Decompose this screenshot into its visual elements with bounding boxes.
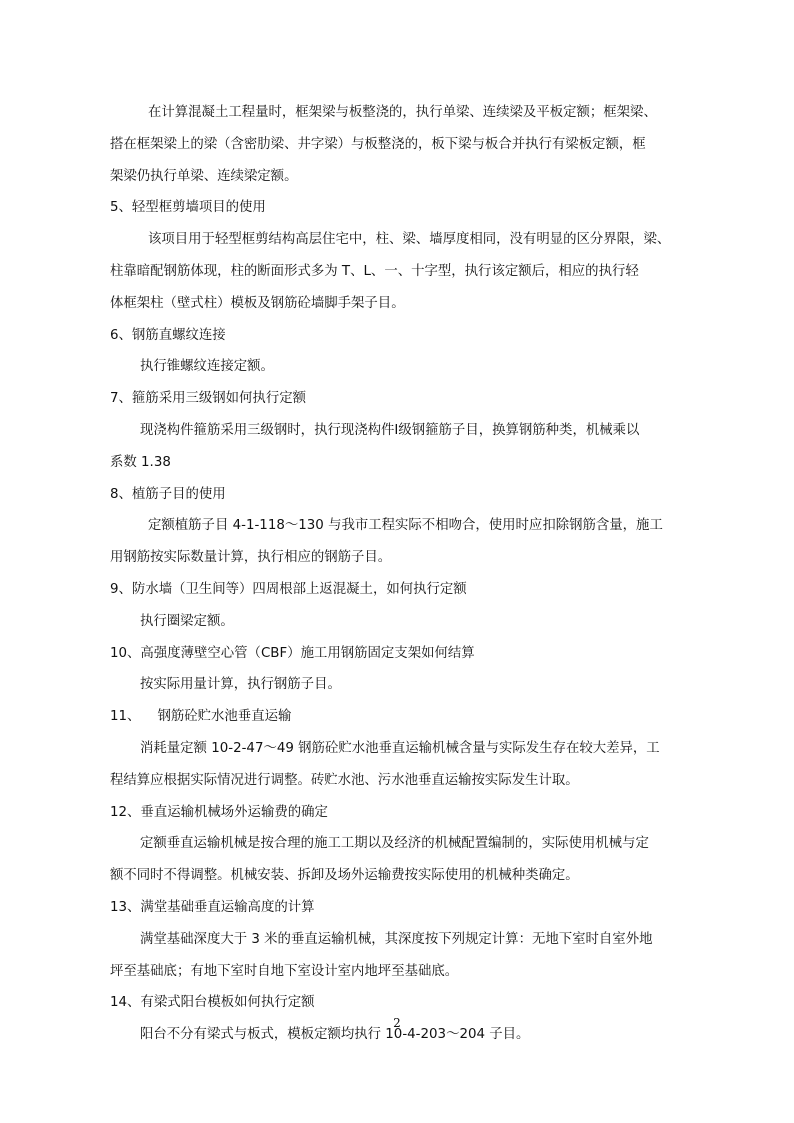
section-heading: 6、钢筋直螺纹连接	[110, 327, 226, 343]
paragraph-line: 体框架柱（壁式柱）模板及钢筋砼墙脚手架子目。	[110, 295, 405, 311]
paragraph-line: 消耗量定额 10-2-47～49 钢筋砼贮水池垂直运输机械含量与实际发生存在较大差异，工	[140, 740, 660, 756]
section-heading: 12、垂直运输机械场外运输费的确定	[110, 804, 328, 820]
paragraph-line: 现浇构件箍筋采用三级钢时，执行现浇构件Ⅰ级钢箍筋子目，换算钢筋种类，机械乘以	[140, 422, 640, 438]
paragraph-line: 定额植筋子目 4-1-118～130 与我市工程实际不相吻合，使用时应扣除钢筋含量，施工	[148, 518, 663, 534]
paragraph-line: 在计算混凝土工程量时，框架梁与板整浇的，执行单梁、连续梁及平板定额；框架梁、	[148, 105, 657, 120]
paragraph-line: 执行锥螺纹连接定额。	[140, 359, 274, 375]
paragraph-line: 按实际用量计算，执行钢筋子目。	[140, 677, 341, 693]
paragraph-line: 用钢筋按实际数量计算，执行相应的钢筋子目。	[110, 550, 392, 566]
paragraph-line: 满堂基础深度大于 3 米的垂直运输机械，其深度按下列规定计算：无地下室时自室外地	[140, 931, 653, 947]
paragraph-line: 柱靠暗配钢筋体现，柱的断面形式多为 T、L、一、十字型，执行该定额后，相应的执行轻	[110, 263, 639, 279]
section-heading: 11、 钢筋砼贮水池垂直运输	[110, 709, 292, 725]
page-number: 2	[393, 1016, 401, 1030]
paragraph-line: 阳台不分有梁式与板式，模板定额均执行 10-4-203～204 子目。	[140, 1027, 530, 1043]
paragraph-line: 程结算应根据实际情况进行调整。砖贮水池、污水池垂直运输按实际发生计取。	[110, 772, 579, 788]
section-heading: 10、高强度薄壁空心管（CBF）施工用钢筋固定支架如何结算	[110, 645, 475, 661]
paragraph-line: 定额垂直运输机械是按合理的施工工期以及经济的机械配置编制的，实际使用机械与定	[140, 836, 649, 852]
paragraph-line: 额不同时不得调整。机械安装、拆卸及场外运输费按实际使用的机械种类确定。	[110, 868, 579, 884]
paragraph-line: 搭在框架梁上的梁（含密肋梁、井字梁）与板整浇的，板下梁与板合并执行有梁板定额，框	[110, 136, 646, 152]
section-heading: 9、防水墙（卫生间等）四周根部上返混凝土，如何执行定额	[110, 581, 467, 597]
section-heading: 7、箍筋采用三级钢如何执行定额	[110, 391, 306, 407]
section-heading: 13、满堂基础垂直运输高度的计算	[110, 899, 315, 915]
paragraph-line: 该项目用于轻型框剪结构高层住宅中，柱、梁、墙厚度相同，没有明显的区分界限，梁、	[148, 232, 671, 248]
paragraph-line: 系数 1.38	[110, 454, 171, 470]
paragraph-line: 架梁仍执行单梁、连续梁定额。	[110, 168, 298, 184]
section-heading: 8、植筋子目的使用	[110, 486, 226, 502]
document-body	[110, 97, 684, 1051]
paragraph-line: 执行圈梁定额。	[140, 613, 234, 629]
section-heading: 14、有梁式阳台模板如何执行定额	[110, 995, 315, 1011]
paragraph-line: 坪至基础底；有地下室时自地下室设计室内地坪至基础底。	[110, 963, 459, 979]
section-heading: 5、轻型框剪墙项目的使用	[110, 200, 266, 216]
